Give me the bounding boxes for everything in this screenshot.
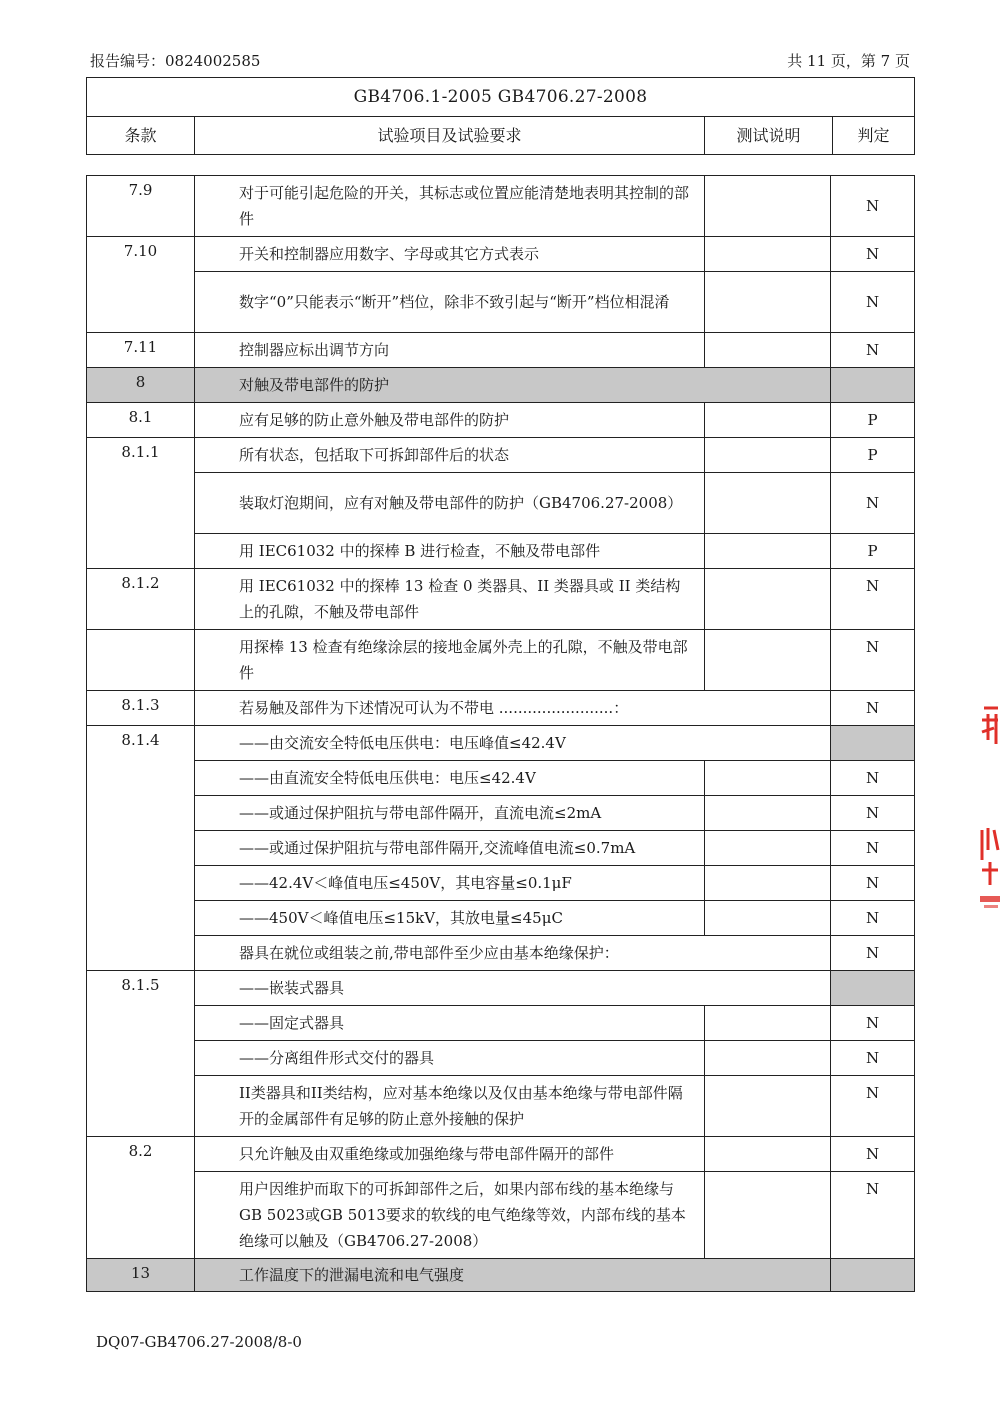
test-items-table <box>86 175 915 1292</box>
verdict-cell: N <box>831 1041 915 1076</box>
verdict-cell: N <box>831 473 915 534</box>
verdict-cell: N <box>831 866 915 901</box>
item-cell <box>195 1076 705 1137</box>
note-cell <box>705 1041 831 1076</box>
item-cell <box>195 1172 705 1259</box>
note-cell <box>705 473 831 534</box>
item-cell <box>195 1259 831 1292</box>
verdict-cell: N <box>831 237 915 272</box>
clause-cell: 8 <box>87 368 195 403</box>
table-row <box>87 438 915 473</box>
note-cell <box>705 630 831 691</box>
verdict-cell: N <box>831 831 915 866</box>
note-cell <box>705 1172 831 1259</box>
clause-cell: 8.1.1 <box>87 438 195 569</box>
item-text: 所有状态，包括取下可拆卸部件后的状态 <box>239 446 510 464</box>
table-row <box>87 333 915 368</box>
item-text: ——固定式器具 <box>239 1014 345 1032</box>
note-cell <box>705 333 831 368</box>
table-row <box>87 761 915 796</box>
item-cell <box>195 473 705 534</box>
verdict-cell: N <box>831 333 915 368</box>
note-cell <box>705 272 831 333</box>
clause-cell: 8.1.4 <box>87 726 195 971</box>
verdict-cell: P <box>831 403 915 438</box>
item-cell <box>195 438 705 473</box>
section-title: 工作温度下的泄漏电流和电气强度 <box>239 1266 465 1284</box>
note-cell <box>705 1137 831 1172</box>
item-cell <box>195 176 705 237</box>
item-cell <box>195 1137 705 1172</box>
table-row <box>87 796 915 831</box>
verdict-cell: N <box>831 1076 915 1137</box>
item-cell <box>195 936 831 971</box>
table-row <box>87 1137 915 1172</box>
clause-cell: 7.10 <box>87 237 195 333</box>
item-text: 数字“0”只能表示“断开”档位，除非不致引起与“断开”档位相混淆 <box>239 293 670 311</box>
table-row <box>87 1041 915 1076</box>
clause-cell: 13 <box>87 1259 195 1292</box>
item-text: 装取灯泡期间，应有对触及带电部件的防护（GB4706.27-2008） <box>239 494 683 512</box>
note-cell <box>705 866 831 901</box>
item-text: ——或通过保护阻抗与带电部件隔开，直流电流≤2mA <box>239 804 602 822</box>
verdict-cell: N <box>831 761 915 796</box>
clause-cell: 7.11 <box>87 333 195 368</box>
item-cell <box>195 761 705 796</box>
item-cell <box>195 866 705 901</box>
red-seal-stamp <box>978 700 1000 915</box>
table-row <box>87 936 915 971</box>
verdict-cell: P <box>831 534 915 569</box>
note-cell <box>705 534 831 569</box>
item-cell <box>195 831 705 866</box>
item-text: ——嵌装式器具 <box>239 979 345 997</box>
verdict-cell: N <box>831 1006 915 1041</box>
item-cell <box>195 796 705 831</box>
item-cell <box>195 691 831 726</box>
clause-cell: 8.1.5 <box>87 971 195 1137</box>
item-text: 只允许触及由双重绝缘或加强绝缘与带电部件隔开的部件 <box>239 1145 615 1163</box>
item-cell <box>195 333 705 368</box>
verdict-cell: N <box>831 901 915 936</box>
item-text: 控制器应标出调节方向 <box>239 341 390 359</box>
verdict-cell <box>831 368 915 403</box>
table-row <box>87 831 915 866</box>
verdict-cell: N <box>831 1137 915 1172</box>
clause-cell: 8.2 <box>87 1137 195 1259</box>
note-cell <box>705 438 831 473</box>
verdict-cell: N <box>831 272 915 333</box>
table-row <box>87 237 915 272</box>
section-title: 对触及带电部件的防护 <box>239 376 390 394</box>
section-row <box>87 368 915 403</box>
item-cell <box>195 1041 705 1076</box>
column-header-verdict: 判定 <box>833 117 915 155</box>
item-text: 器具在就位或组装之前,带电部件至少应由基本绝缘保护： <box>239 944 619 962</box>
item-cell <box>195 901 705 936</box>
item-text: 用户因维护而取下的可拆卸部件之后，如果内部布线的基本绝缘与GB 5023或GB 5013要求的软线的电气绝缘等效，内部布线的基本绝缘可以触及（GB4706.27-2008） <box>239 1180 686 1250</box>
seal-stamp-graphic <box>978 700 1000 915</box>
standards-title: GB4706.1-2005 GB4706.27-2008 <box>87 78 915 117</box>
note-cell <box>705 569 831 630</box>
item-cell <box>195 726 831 761</box>
note-cell <box>705 761 831 796</box>
note-cell <box>705 176 831 237</box>
item-text: 若易触及部件为下述情况可认为不带电 ........................： <box>239 699 629 717</box>
clause-cell: 8.1.2 <box>87 569 195 630</box>
item-text: 对于可能引起危险的开关，其标志或位置应能清楚地表明其控制的部件 <box>239 184 690 228</box>
column-header-note: 测试说明 <box>705 117 833 155</box>
verdict-cell: N <box>831 1172 915 1259</box>
item-text: 应有足够的防止意外触及带电部件的防护 <box>239 411 510 429</box>
item-cell <box>195 534 705 569</box>
item-cell <box>195 630 705 691</box>
item-cell <box>195 569 705 630</box>
verdict-cell: N <box>831 569 915 630</box>
item-text: ——由直流安全特低电压供电：电压≤42.4V <box>239 769 536 787</box>
clause-cell <box>87 630 195 691</box>
report-header-line <box>90 50 910 70</box>
item-cell <box>195 403 705 438</box>
item-cell <box>195 1006 705 1041</box>
table-row <box>87 691 915 726</box>
clause-cell: 8.1.3 <box>87 691 195 726</box>
page-info: 共 11 页，第 7 页 <box>787 52 910 70</box>
column-header-clause: 条款 <box>87 117 195 155</box>
table-row <box>87 901 915 936</box>
verdict-cell <box>831 1259 915 1292</box>
table-row <box>87 1076 915 1137</box>
verdict-cell: N <box>831 176 915 237</box>
item-text: 用 IEC61032 中的探棒 B 进行检查，不触及带电部件 <box>239 542 601 560</box>
section-row <box>87 1259 915 1292</box>
item-text: 用探棒 13 检查有绝缘涂层的接地金属外壳上的孔隙，不触及带电部件 <box>239 638 688 682</box>
verdict-cell: N <box>831 691 915 726</box>
note-cell <box>705 1076 831 1137</box>
header-table <box>86 77 915 155</box>
table-row <box>87 726 915 761</box>
table-row <box>87 534 915 569</box>
note-cell <box>705 901 831 936</box>
note-cell <box>705 831 831 866</box>
table-row <box>87 1006 915 1041</box>
note-cell <box>705 1006 831 1041</box>
report-number: 报告编号：0824002585 <box>90 52 261 70</box>
table-row <box>87 403 915 438</box>
verdict-cell: N <box>831 796 915 831</box>
item-text: ——42.4V＜峰值电压≤450V，其电容量≤0.1μF <box>239 874 572 892</box>
table-row <box>87 473 915 534</box>
item-text: ——分离组件形式交付的器具 <box>239 1049 435 1067</box>
table-row <box>87 272 915 333</box>
item-text: 开关和控制器应用数字、字母或其它方式表示 <box>239 245 540 263</box>
item-text: 用 IEC61032 中的探棒 13 检查 0 类器具、II 类器具或 II 类结构上的孔隙，不触及带电部件 <box>239 577 681 621</box>
table-row <box>87 1172 915 1259</box>
clause-cell: 7.9 <box>87 176 195 237</box>
item-text: ——450V＜峰值电压≤15kV，其放电量≤45μC <box>239 909 563 927</box>
table-row <box>87 176 915 237</box>
note-cell <box>705 796 831 831</box>
verdict-cell <box>831 726 915 761</box>
item-cell <box>195 368 831 403</box>
item-cell <box>195 272 705 333</box>
note-cell <box>705 403 831 438</box>
item-cell <box>195 237 705 272</box>
table-row <box>87 630 915 691</box>
item-text: ——或通过保护阻抗与带电部件隔开,交流峰值电流≤0.7mA <box>239 839 636 857</box>
verdict-cell: N <box>831 630 915 691</box>
item-cell <box>195 971 831 1006</box>
table-row <box>87 866 915 901</box>
verdict-cell: N <box>831 936 915 971</box>
verdict-cell <box>831 971 915 1006</box>
table-row <box>87 569 915 630</box>
clause-cell: 8.1 <box>87 403 195 438</box>
item-text: II类器具和II类结构，应对基本绝缘以及仅由基本绝缘与带电部件隔开的金属部件有足够的防止意外接触的保护 <box>239 1084 683 1128</box>
form-code: DQ07-GB4706.27-2008/8-0 <box>96 1333 302 1351</box>
column-header-item: 试验项目及试验要求 <box>195 117 705 155</box>
table-row <box>87 971 915 1006</box>
verdict-cell: P <box>831 438 915 473</box>
item-text: ——由交流安全特低电压供电：电压峰值≤42.4V <box>239 734 566 752</box>
note-cell <box>705 237 831 272</box>
